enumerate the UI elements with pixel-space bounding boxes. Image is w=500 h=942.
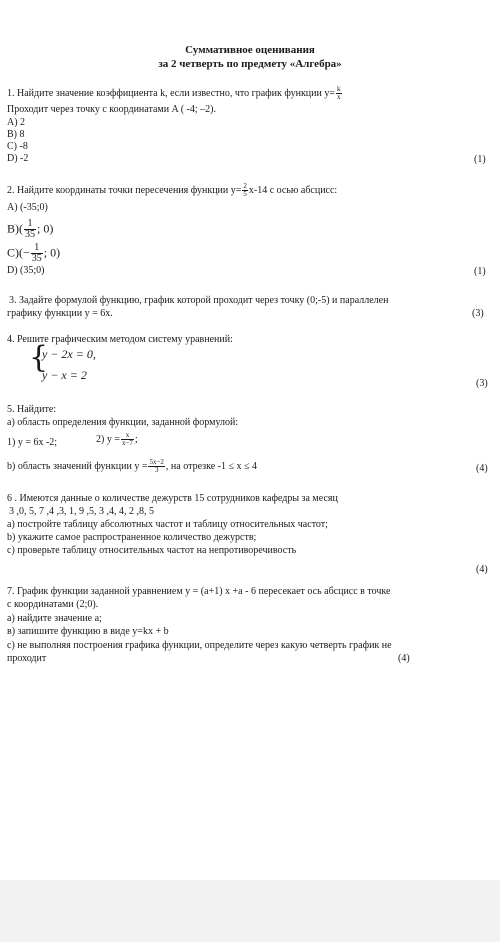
q2-text: [7, 183, 337, 198]
q5-text: 5. Найдите:: [7, 404, 57, 415]
q2-option-b-num: 1: [24, 219, 36, 230]
q5-part-a2: [96, 432, 138, 447]
q7-score: (4): [398, 653, 410, 664]
q7-line1: 7. График функции заданной уравнением y = (a+1) x +a - 6 пересекает ось абсцисс в точке: [7, 586, 391, 597]
q1-option-d: D) -2: [7, 153, 29, 164]
q2-option-c-den: 35: [31, 253, 42, 264]
q3-line1: 3. Задайте формулой функцию, график которой проходит через точку (0;-5) и параллелен: [9, 295, 389, 306]
q6-line4: b) укажите самое распространенное количество дежурств;: [7, 532, 257, 543]
q1-text-b: Проходит через точку с координатами A ( -4; –2).: [7, 104, 216, 115]
q5-b-num: 5x−2: [149, 458, 164, 466]
q5-part-a: а) область определения функции, заданной формулой:: [7, 417, 239, 428]
q2-text-a: 2. Найдите координаты точки пересечения функции y=: [7, 184, 242, 196]
q5-part-a1: 1) y = 6x -2;: [7, 437, 58, 448]
q6-line2: 3 ,0, 5, 7 ,4 ,3, 1, 9 ,5, 3 ,4, 4, 2 ,8, 5: [9, 506, 154, 517]
q1-option-b: В) 8: [7, 129, 25, 140]
q1-text-a: 1. Найдите значение коэффициента k, если известно, что график функции y=: [7, 87, 336, 99]
q5-a2-pre: 2) y =: [96, 433, 120, 445]
q2-frac-num: 2: [243, 182, 247, 190]
q2-text-b: x-14 с осью абсцисс:: [248, 184, 338, 196]
q7-line2: с координатами (2;0).: [7, 599, 99, 610]
q2-fraction: [242, 183, 248, 198]
q1-frac-num: k: [337, 85, 341, 93]
q4-equation-2: y − x = 2: [42, 368, 87, 382]
q2-option-b-den: 35: [25, 229, 35, 240]
q4-score: (3): [476, 378, 488, 389]
q2-option-c-pre: С)(−: [7, 245, 30, 260]
q1-option-c: С) -8: [7, 141, 28, 152]
q2-frac-den: 5: [243, 190, 247, 198]
q7-line5: с) не выполняя построения графика функции, определите через какую четверть график не: [7, 640, 392, 651]
q1-score: (1): [474, 154, 486, 165]
q2-option-c-num: 1: [31, 243, 43, 254]
system-brace: {: [29, 340, 49, 375]
q7-line4: в) запишите функцию в виде y=kx + b: [7, 626, 169, 637]
q2-score: (1): [474, 266, 486, 277]
q5-a2-fraction: [121, 432, 134, 447]
q3-line2: графику функции y = 6x.: [7, 308, 113, 319]
bottom-margin: [0, 880, 500, 942]
q5-a2-den: x−7: [121, 439, 133, 447]
q6-line3: а) постройте таблицу абсолютных частот и таблицу относительных частот;: [7, 519, 328, 530]
q1-frac-den: x: [337, 93, 341, 101]
q1-option-a: А) 2: [7, 117, 26, 128]
q5-b-fraction: [148, 459, 164, 474]
q6-line1: 6 . Имеются данные о количестве дежурств 15 сотрудников кафедры за месяц: [7, 493, 338, 504]
q5-part-b: [7, 459, 257, 474]
q2-option-c: [7, 243, 60, 264]
q7-line3: а) найдите значение а;: [7, 613, 102, 624]
q4-equation-1: y − 2x = 0,: [42, 347, 96, 361]
document-subtitle: за 2 четверть по предмету «Алгебра»: [158, 58, 342, 70]
q2-option-c-post: ; 0): [43, 245, 61, 260]
q1-text: [7, 86, 343, 101]
q7-line6: проходит: [7, 653, 47, 664]
q5-b-pre: b) область значений функции y =: [7, 460, 148, 472]
q5-a2-post: ;: [134, 433, 138, 445]
q5-b-den: 3: [154, 466, 159, 474]
q2-option-b: [7, 219, 53, 240]
q1-fraction: [336, 86, 342, 101]
q2-option-a: А) (-35;0): [7, 202, 48, 213]
q2-option-b-pre: В)(: [7, 221, 23, 236]
q5-b-post: , на отрезке -1 ≤ x ≤ 4: [165, 460, 257, 472]
q5-score: (4): [476, 463, 488, 474]
q6-score: (4): [476, 564, 488, 575]
q2-option-d: D) (35;0): [7, 265, 45, 276]
q6-line5: c) проверьте таблицу относительных частот на непротиворечивость: [7, 545, 297, 556]
q2-option-b-fraction: [24, 219, 36, 240]
document-title: Суммативное оценивания: [185, 44, 315, 56]
q5-a2-num: x: [121, 432, 134, 440]
q2-option-b-post: ; 0): [37, 221, 54, 236]
q4-text: 4. Решите графическим методом систему уравнений:: [7, 334, 233, 345]
q3-score: (3): [472, 308, 484, 319]
q2-option-c-fraction: [31, 243, 43, 264]
